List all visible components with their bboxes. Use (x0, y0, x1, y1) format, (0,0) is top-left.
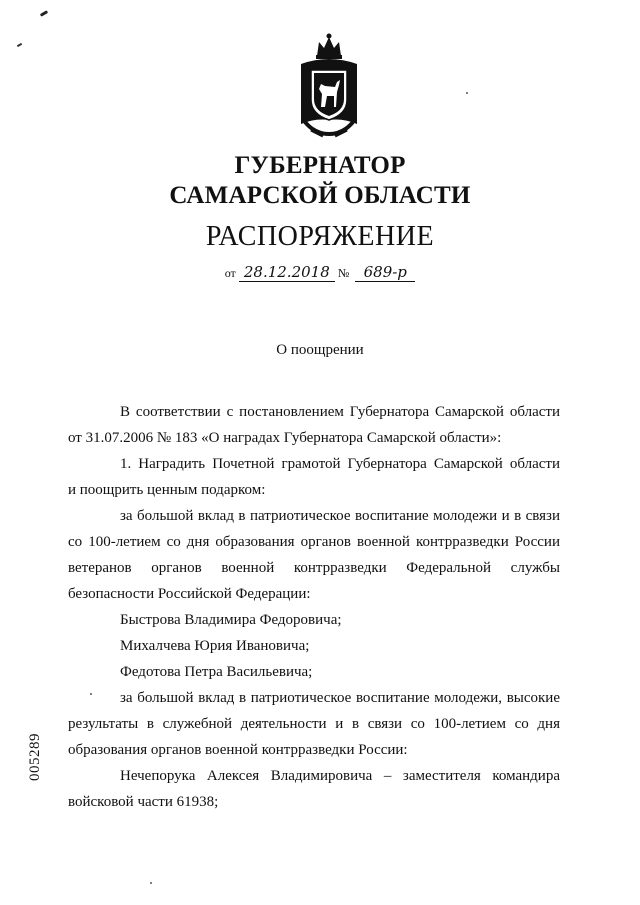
number-prefix: № (337, 266, 350, 280)
body-line: образования органов военной контрразведки России: (68, 742, 408, 758)
body-line: и поощрить ценным подарком: (68, 482, 266, 498)
document-number: 689-р (355, 263, 415, 282)
scan-mark (40, 10, 48, 17)
body-line: Нечепорука Алексея Владимировича – заместителя командира (120, 768, 560, 784)
scan-mark (17, 43, 22, 47)
body-line: Быстрова Владимира Федоровича; (120, 612, 342, 628)
scan-dot (466, 92, 468, 94)
body-line: безопасности Российской Федерации: (68, 586, 311, 602)
issuer-region: САМАРСКОЙ ОБЛАСТИ (169, 182, 471, 209)
body-line: 1. Наградить Почетной грамотой Губернатора Самарской области (120, 456, 560, 472)
document-date: 28.12.2018 (239, 263, 335, 282)
margin-serial-number: 005289 (27, 733, 43, 781)
body-line: результаты в служебной деятельности и в связи со 100-летием со дня (68, 716, 560, 732)
document-subject: О поощрении (276, 342, 364, 358)
body-line: ветеранов органов военной контрразведки Федеральной службы (68, 560, 560, 576)
body-line: за большой вклад в патриотическое воспитание молодежи и в связи (120, 508, 560, 524)
body-line: за большой вклад в патриотическое воспитание молодежи, высокие (120, 690, 560, 706)
scan-dot (90, 693, 92, 695)
coat-of-arms-icon (297, 30, 361, 138)
scan-dot (150, 882, 152, 884)
document-type: РАСПОРЯЖЕНИЕ (205, 221, 435, 252)
body-line: со 100-летием со дня образования органов военной контрразведки России (68, 534, 560, 550)
body-line: Михалчева Юрия Ивановича; (120, 638, 310, 654)
body-line: от 31.07.2006 № 183 «О наградах Губернатора Самарской области»: (68, 430, 502, 446)
body-line: В соответствии с постановлением Губернатора Самарской области (120, 404, 560, 420)
issuer-title: ГУБЕРНАТОР (234, 152, 406, 179)
document-body (68, 399, 560, 815)
body-line: войсковой части 61938; (68, 794, 219, 810)
registration-line (0, 263, 640, 283)
body-line: Федотова Петра Васильевича; (120, 664, 313, 680)
date-prefix: от (224, 266, 236, 280)
